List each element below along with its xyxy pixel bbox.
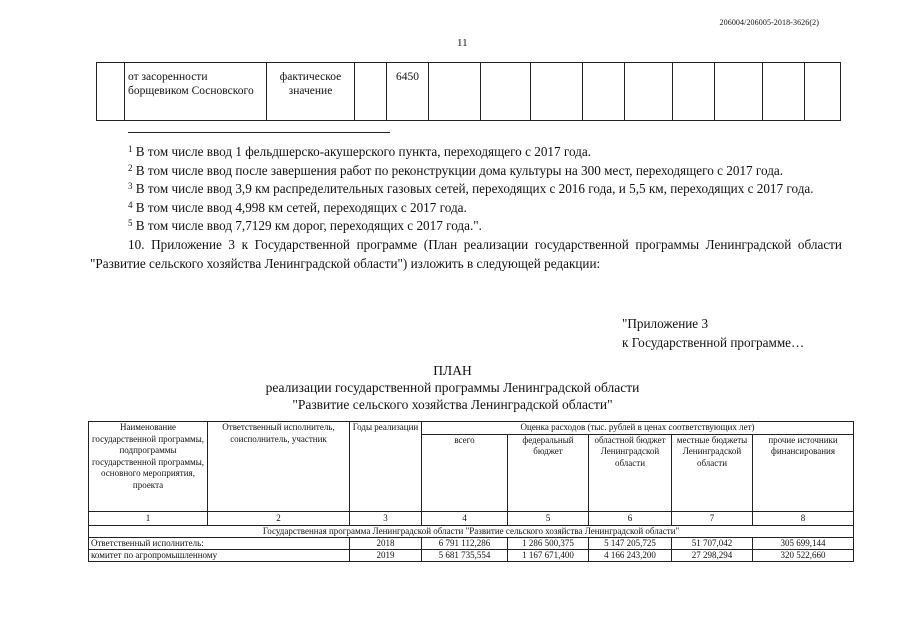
header-federal: федеральный бюджет — [508, 434, 589, 511]
footnote-mark: 3 — [128, 181, 133, 192]
value-cell: 6450 — [387, 63, 429, 121]
header-executor: Ответственный исполнитель, соисполнитель, участник — [208, 422, 350, 512]
table-cell — [805, 63, 841, 121]
item-10-paragraph: 10. Приложение 3 к Государственной программе (План реализации государственной программы Ленинградской области "Развитие сельского хозяйства Ленинградской области") изложить в следующей редакции: — [90, 236, 842, 271]
footnote-text: В том числе ввод 3,9 км распределительных газовых сетей, переходящих с 2016 года, и 5,5 км, переходящих с 2017 года. — [132, 181, 814, 197]
table-cell — [429, 63, 481, 121]
column-number: 7 — [672, 511, 753, 525]
table-row — [97, 63, 841, 121]
footnote-5 — [90, 217, 842, 236]
column-number: 2 — [208, 511, 350, 525]
footnote-2 — [90, 162, 842, 181]
carry-over-table — [96, 62, 841, 121]
column-number: 1 — [89, 511, 208, 525]
column-number: 8 — [753, 511, 854, 525]
table-cell — [531, 63, 583, 121]
plan-title: ПЛАН — [433, 363, 472, 378]
row-regional: 5 147 205,725 — [589, 537, 672, 549]
row-label: комитет по агропромышленному — [89, 549, 350, 561]
column-number-row — [89, 511, 854, 525]
table-row — [89, 549, 854, 561]
program-row — [89, 525, 854, 537]
table-cell — [583, 63, 625, 121]
footnote-1 — [90, 143, 842, 162]
footnote-mark: 4 — [128, 199, 133, 210]
row-other: 320 522,660 — [753, 549, 854, 561]
header-local: местные бюджеты Ленинградской области — [672, 434, 753, 511]
footnote-text: В том числе ввод 7,7129 км дорог, переходящих с 2017 года.". — [132, 218, 482, 234]
table-cell — [715, 63, 763, 121]
footnote-3 — [90, 180, 842, 199]
appendix-line-1: "Приложение 3 — [622, 316, 709, 331]
table-cell — [673, 63, 715, 121]
footnote-text: В том числе ввод после завершения работ по реконструкции дома культуры на 300 мест, переходящего с 2017 года. — [132, 162, 784, 178]
footnote-text: В том числе ввод 1 фельдшерско-акушерского пункта, переходящего с 2017 года. — [132, 144, 592, 159]
row-other: 305 699,144 — [753, 537, 854, 549]
appendix-reference — [622, 314, 804, 352]
appendix-line-2: к Государственной программе… — [622, 335, 805, 350]
footnote-mark: 5 — [128, 218, 133, 229]
footnote-text: В том числе ввод 4,998 км сетей, переходящих с 2017 года. — [132, 199, 467, 215]
implementation-plan-table — [88, 421, 854, 562]
table-cell — [97, 63, 125, 121]
column-number: 4 — [422, 511, 508, 525]
plan-subtitle-2: "Развитие сельского хозяйства Ленинградской области" — [292, 397, 613, 412]
plan-heading — [0, 362, 905, 413]
row-local: 27 298,294 — [672, 549, 753, 561]
row-label: Ответственный исполнитель: — [89, 537, 350, 549]
header-total: всего — [422, 434, 508, 511]
plan-subtitle-1: реализации государственной программы Ленинградской области — [265, 380, 640, 395]
column-number: 6 — [589, 511, 672, 525]
header-other: прочие источники финансирования — [753, 434, 854, 511]
row-total: 5 681 735,554 — [422, 549, 508, 561]
body-text — [90, 143, 842, 273]
page-number: 11 — [457, 37, 468, 49]
footnote-mark: 2 — [128, 162, 133, 173]
table-cell — [481, 63, 531, 121]
footnote-divider — [128, 132, 390, 133]
header-regional: областной бюджет Ленинградской области — [589, 434, 672, 511]
table-cell — [355, 63, 387, 121]
footnote-mark: 1 — [128, 144, 133, 154]
table-cell — [625, 63, 673, 121]
header-years: Годы реализации — [350, 422, 422, 512]
row-regional: 4 166 243,200 — [589, 549, 672, 561]
document-id: 206004/206005-2018-3626(2) — [719, 18, 819, 27]
value-type-cell: фактическое значение — [267, 63, 355, 121]
row-year: 2018 — [350, 537, 422, 549]
program-title-cell: Государственная программа Ленинградской области "Развитие сельского хозяйства Ленинградской области" — [89, 525, 854, 537]
row-year: 2019 — [350, 549, 422, 561]
footnote-4 — [90, 199, 842, 218]
row-federal: 1 167 671,400 — [508, 549, 589, 561]
column-number: 3 — [350, 511, 422, 525]
indicator-name-cell: от засоренности борщевиком Сосновского — [125, 63, 267, 121]
row-federal: 1 286 500,375 — [508, 537, 589, 549]
row-total: 6 791 112,286 — [422, 537, 508, 549]
table-row — [89, 537, 854, 549]
column-number: 5 — [508, 511, 589, 525]
header-cost-group: Оценка расходов (тыс. рублей в ценах соответствующих лет) — [422, 422, 854, 435]
table-header-row — [89, 422, 854, 435]
header-name: Наименование государственной программы, подпрограммы государственной программы, основного мероприятия, проекта — [89, 422, 208, 512]
row-local: 51 707,042 — [672, 537, 753, 549]
table-cell — [763, 63, 805, 121]
